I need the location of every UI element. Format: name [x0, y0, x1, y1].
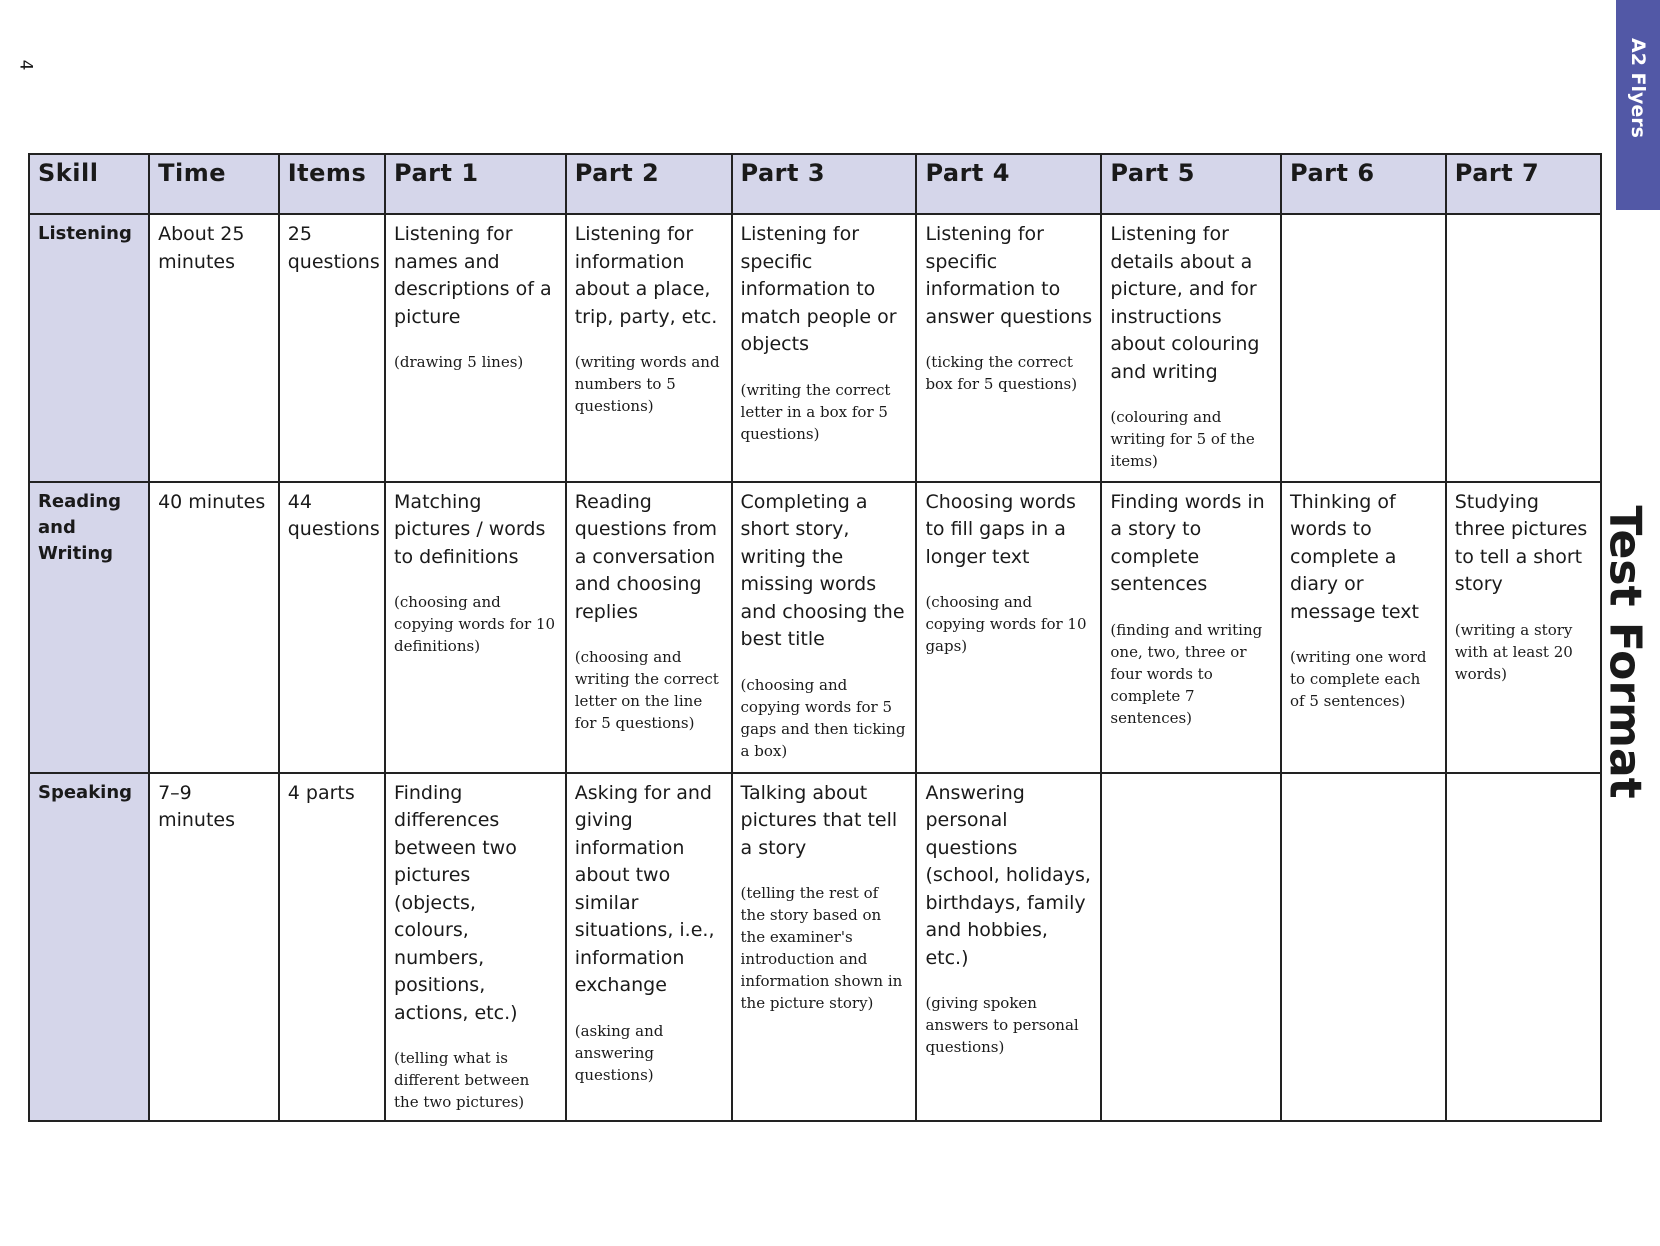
part-cell	[1281, 482, 1446, 773]
test-format-table	[28, 153, 1602, 1122]
table-row-speaking	[29, 773, 1601, 1121]
part-task-note: (writing the correct letter in a box for 5 questions)	[740, 380, 891, 443]
time-cell: About 25 minutes	[149, 214, 279, 482]
part-description: Reading questions from a conversation and choosing replies	[574, 490, 717, 623]
header-items: Items	[279, 154, 385, 214]
header-row	[29, 154, 1601, 214]
part-cell-empty	[1446, 214, 1601, 482]
skill-cell: Reading and Writing	[29, 482, 149, 773]
header-time: Time	[149, 154, 279, 214]
header-part-7: Part 7	[1446, 154, 1601, 214]
part-description: Listening for details about a picture, and for instructions about colouring and writing	[1110, 223, 1260, 383]
items-cell: 44 questions	[279, 482, 385, 773]
header-part-5: Part 5	[1101, 154, 1281, 214]
part-cell	[1101, 214, 1281, 482]
part-description: Matching pictures / words to definitions	[394, 490, 546, 568]
skill-cell: Listening	[29, 214, 149, 482]
part-cell	[732, 214, 917, 482]
part-cell	[916, 214, 1101, 482]
time-cell: 40 minutes	[149, 482, 279, 773]
time-cell: 7–9 minutes	[149, 773, 279, 1121]
part-task-note: (colouring and writing for 5 of the items)	[1110, 408, 1255, 470]
part-task-note: (choosing and copying words for 5 gaps and then ticking a box)	[740, 675, 906, 760]
part-description: Thinking of words to complete a diary or message text	[1290, 490, 1419, 623]
part-description: Finding differences between two pictures (objects, colours, numbers, positions, actions, etc.)	[394, 781, 518, 1024]
part-cell	[385, 773, 566, 1121]
part-task-note: (choosing and copying words for 10 definitions)	[394, 593, 556, 656]
part-cell	[916, 773, 1101, 1121]
part-cell	[732, 482, 917, 773]
part-cell-empty	[1446, 773, 1601, 1121]
header-part-6: Part 6	[1281, 154, 1446, 214]
header-part-4: Part 4	[916, 154, 1101, 214]
part-cell	[385, 214, 566, 482]
header-part-1: Part 1	[385, 154, 566, 214]
part-description: Finding words in a story to complete sentences	[1110, 490, 1265, 596]
page-heading: Test Format	[1599, 505, 1651, 799]
part-cell	[916, 482, 1101, 773]
part-task-note: (choosing and writing the correct letter on the line for 5 questions)	[574, 648, 719, 733]
part-description: Talking about pictures that tell a story	[740, 781, 898, 859]
part-task-note: (asking and answering questions)	[574, 1021, 664, 1084]
part-cell	[1101, 482, 1281, 773]
part-cell	[566, 773, 732, 1121]
part-task-note: (telling what is different between the two pictures)	[394, 1049, 530, 1112]
part-cell	[732, 773, 917, 1121]
part-description: Completing a short story, writing the missing words and choosing the best title	[740, 490, 905, 651]
part-cell	[385, 482, 566, 773]
header-part-3: Part 3	[732, 154, 917, 214]
part-task-note: (writing a story with at least 20 words)	[1454, 620, 1573, 683]
part-task-note: (writing one word to complete each of 5 sentences)	[1290, 648, 1427, 711]
page-number: 4	[15, 59, 36, 71]
part-description: Choosing words to fill gaps in a longer text	[925, 490, 1076, 568]
part-description: Asking for and giving information about two similar situations, i.e., information exchange	[574, 781, 715, 997]
part-cell-empty	[1281, 773, 1446, 1121]
part-task-note: (choosing and copying words for 10 gaps)	[925, 593, 1087, 656]
part-cell	[566, 214, 732, 482]
part-description: Listening for information about a place, trip, party, etc.	[574, 223, 718, 328]
table-row-reading-writing	[29, 482, 1601, 773]
items-cell: 25 questions	[279, 214, 385, 482]
header-part-2: Part 2	[566, 154, 732, 214]
part-task-note: (writing words and numbers to 5 questions)	[574, 353, 720, 415]
part-task-note: (telling the rest of the story based on the examiner's introduction and information shown in the picture story)	[740, 884, 903, 1013]
part-description: Studying three pictures to tell a short story	[1454, 490, 1588, 596]
part-task-note: (giving spoken answers to personal questions)	[925, 994, 1079, 1057]
header-skill: Skill	[29, 154, 149, 214]
part-task-note: (drawing 5 lines)	[394, 353, 524, 371]
part-description: Listening for specific information to match people or objects	[740, 223, 897, 355]
items-cell: 4 parts	[279, 773, 385, 1121]
skill-cell: Speaking	[29, 773, 149, 1121]
section-tab-label: A2 Flyers	[1627, 38, 1649, 138]
part-cell-empty	[1101, 773, 1281, 1121]
part-task-note: (ticking the correct box for 5 questions)	[925, 353, 1078, 393]
table-row-listening	[29, 214, 1601, 482]
part-cell-empty	[1281, 214, 1446, 482]
part-description: Answering personal questions (school, holidays, birthdays, family and hobbies, etc.)	[925, 781, 1091, 969]
part-description: Listening for specific information to answer questions	[925, 223, 1093, 328]
part-task-note: (finding and writing one, two, three or four words to complete 7 sentences)	[1110, 620, 1263, 727]
part-cell	[566, 482, 732, 773]
part-description: Listening for names and descriptions of a picture	[394, 223, 552, 328]
part-cell	[1446, 482, 1601, 773]
